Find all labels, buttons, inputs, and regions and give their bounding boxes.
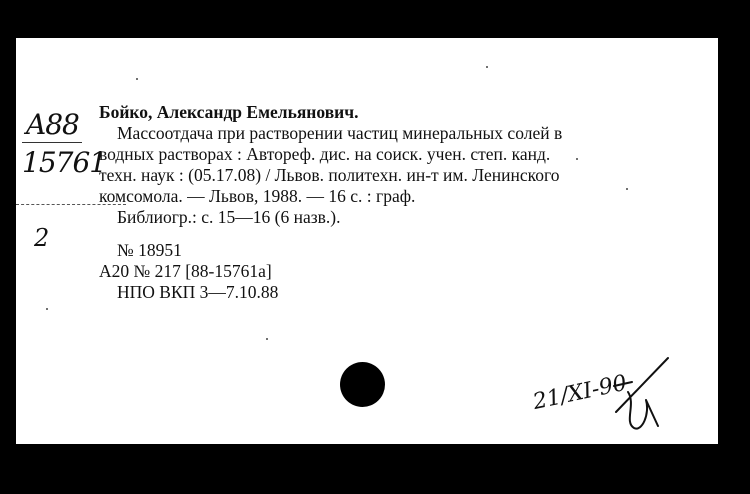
accession-number: № 18951: [117, 240, 182, 260]
handwritten-date: 21/XI-90: [530, 370, 630, 415]
margin-handwritten-mark: 2: [34, 224, 50, 252]
punch-hole: [340, 362, 385, 407]
description-line: Массоотдача при растворении частиц минеральных солей в: [117, 123, 563, 143]
card-speck: [576, 158, 578, 160]
signature-mark: [606, 352, 676, 432]
record-number: А20 № 217 [88-15761а]: [99, 261, 272, 281]
card-speck: [486, 66, 488, 68]
card-speck: [136, 78, 138, 80]
bibliography-line: Библиогр.: с. 15—16 (6 назв.).: [117, 207, 341, 227]
catalog-card: [16, 38, 718, 444]
call-number-underline: [22, 142, 82, 143]
card-speck: [266, 338, 268, 340]
description-line: техн. наук : (05.17.08) / Львов. политехн. ин-т им. Ленинского: [99, 165, 560, 185]
call-number-bottom: 15761: [22, 146, 107, 179]
author-heading: Бойко, Александр Емельянович.: [99, 102, 359, 122]
card-speck: [626, 188, 628, 190]
npo-line: НПО ВКП 3—7.10.88: [117, 282, 279, 302]
card-speck: [46, 308, 48, 310]
call-number-top: A88: [26, 108, 79, 141]
description-line: водных растворах : Автореф. дис. на соиск. учен. степ. канд.: [99, 144, 551, 164]
description-line: комсомола. — Львов, 1988. — 16 с. : граф.: [99, 186, 416, 206]
